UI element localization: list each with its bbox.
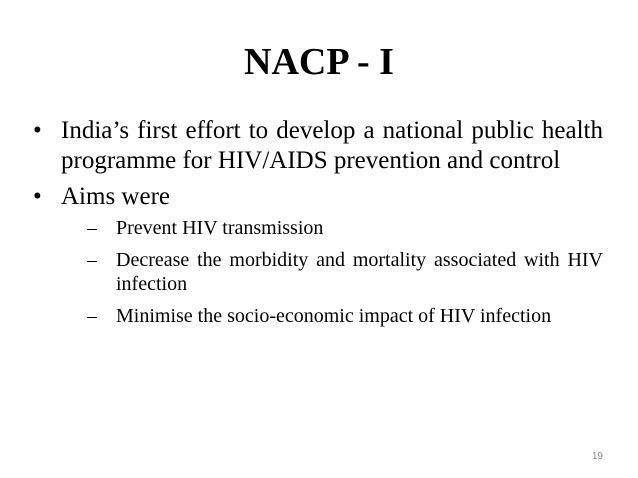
slide-title: NACP - I xyxy=(244,41,394,83)
dash-icon: – xyxy=(87,217,97,239)
sub-bullet-list xyxy=(61,216,603,328)
bullet-item xyxy=(33,116,603,176)
sub-bullet-text: Decrease the morbidity and mortality associated with HIV infection xyxy=(116,249,603,295)
dash-icon: – xyxy=(87,305,97,327)
bullet-item xyxy=(33,182,603,328)
bullet-dot-icon: • xyxy=(33,183,42,210)
sub-bullet-item xyxy=(87,248,603,296)
sub-bullet-item xyxy=(87,304,603,328)
bullet-text: Aims were xyxy=(61,183,170,210)
bullet-list xyxy=(33,116,603,336)
bullet-text: India’s first effort to develop a national public health programme for HIV/AIDS prevention and control xyxy=(61,117,603,174)
sub-bullet-text: Prevent HIV transmission xyxy=(116,217,324,239)
sub-bullet-text: Minimise the socio-economic impact of HIV infection xyxy=(116,305,552,327)
dash-icon: – xyxy=(87,249,97,271)
sub-bullet-item xyxy=(87,216,603,240)
page-number: 19 xyxy=(591,451,603,462)
bullet-dot-icon: • xyxy=(33,117,42,144)
